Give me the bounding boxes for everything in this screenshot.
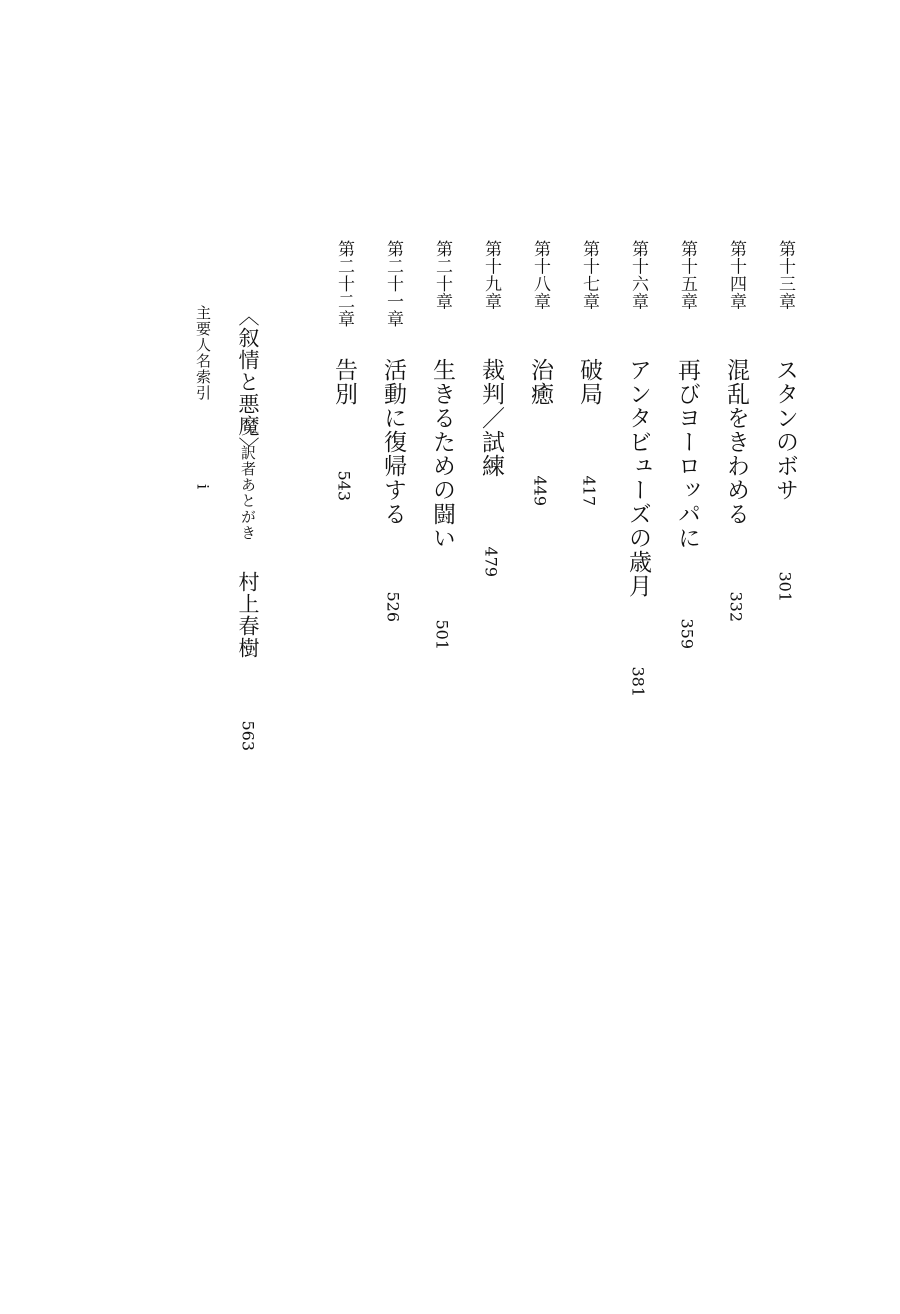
chapter-title: 裁判／試練	[478, 358, 504, 478]
chapter-number: 第二十章	[432, 240, 452, 310]
chapter-title: 破局	[576, 358, 602, 406]
page-number: 417	[579, 475, 599, 507]
afterword-author: 村上春樹	[236, 571, 260, 659]
afterword-label: 訳者あとがき	[239, 445, 257, 541]
page-number: 526	[383, 591, 403, 623]
chapter-title: 活動に復帰する	[380, 358, 406, 526]
page-number: 543	[334, 470, 354, 502]
page-number: 359	[677, 618, 697, 650]
page-number: 449	[530, 475, 550, 507]
page-number: 479	[481, 546, 501, 578]
chapter-number: 第二十一章	[383, 240, 403, 328]
chapter-title: 生きるための闘い	[429, 358, 455, 550]
chapter-title: 告別	[331, 358, 357, 406]
page-number: 301	[775, 571, 795, 603]
page-number: i	[193, 483, 213, 490]
chapter-title: 治癒	[527, 358, 553, 406]
chapter-number: 第二十二章	[334, 240, 354, 328]
chapter-title: 再びヨーロッパに	[674, 358, 700, 550]
chapter-number: 第十三章	[775, 240, 795, 310]
chapter-number: 第十九章	[481, 240, 501, 310]
chapter-title: 混乱をきわめる	[723, 358, 749, 526]
page-number: 501	[432, 619, 452, 651]
chapter-number: 第十五章	[677, 240, 697, 310]
chapter-number: 第十四章	[726, 240, 746, 310]
afterword-title: 〈叙情と悪魔〉	[236, 305, 260, 459]
chapter-number: 第十八章	[530, 240, 550, 310]
chapter-number: 第十七章	[579, 240, 599, 310]
page-number: 563	[238, 720, 258, 752]
chapter-title: スタンのボサ	[772, 358, 798, 502]
chapter-title: アンタビューズの歳月	[625, 358, 651, 598]
index-label: 主要人名索引	[194, 305, 212, 401]
page-number: 381	[628, 666, 648, 698]
page-number: 332	[726, 591, 746, 623]
chapter-number: 第十六章	[628, 240, 648, 310]
